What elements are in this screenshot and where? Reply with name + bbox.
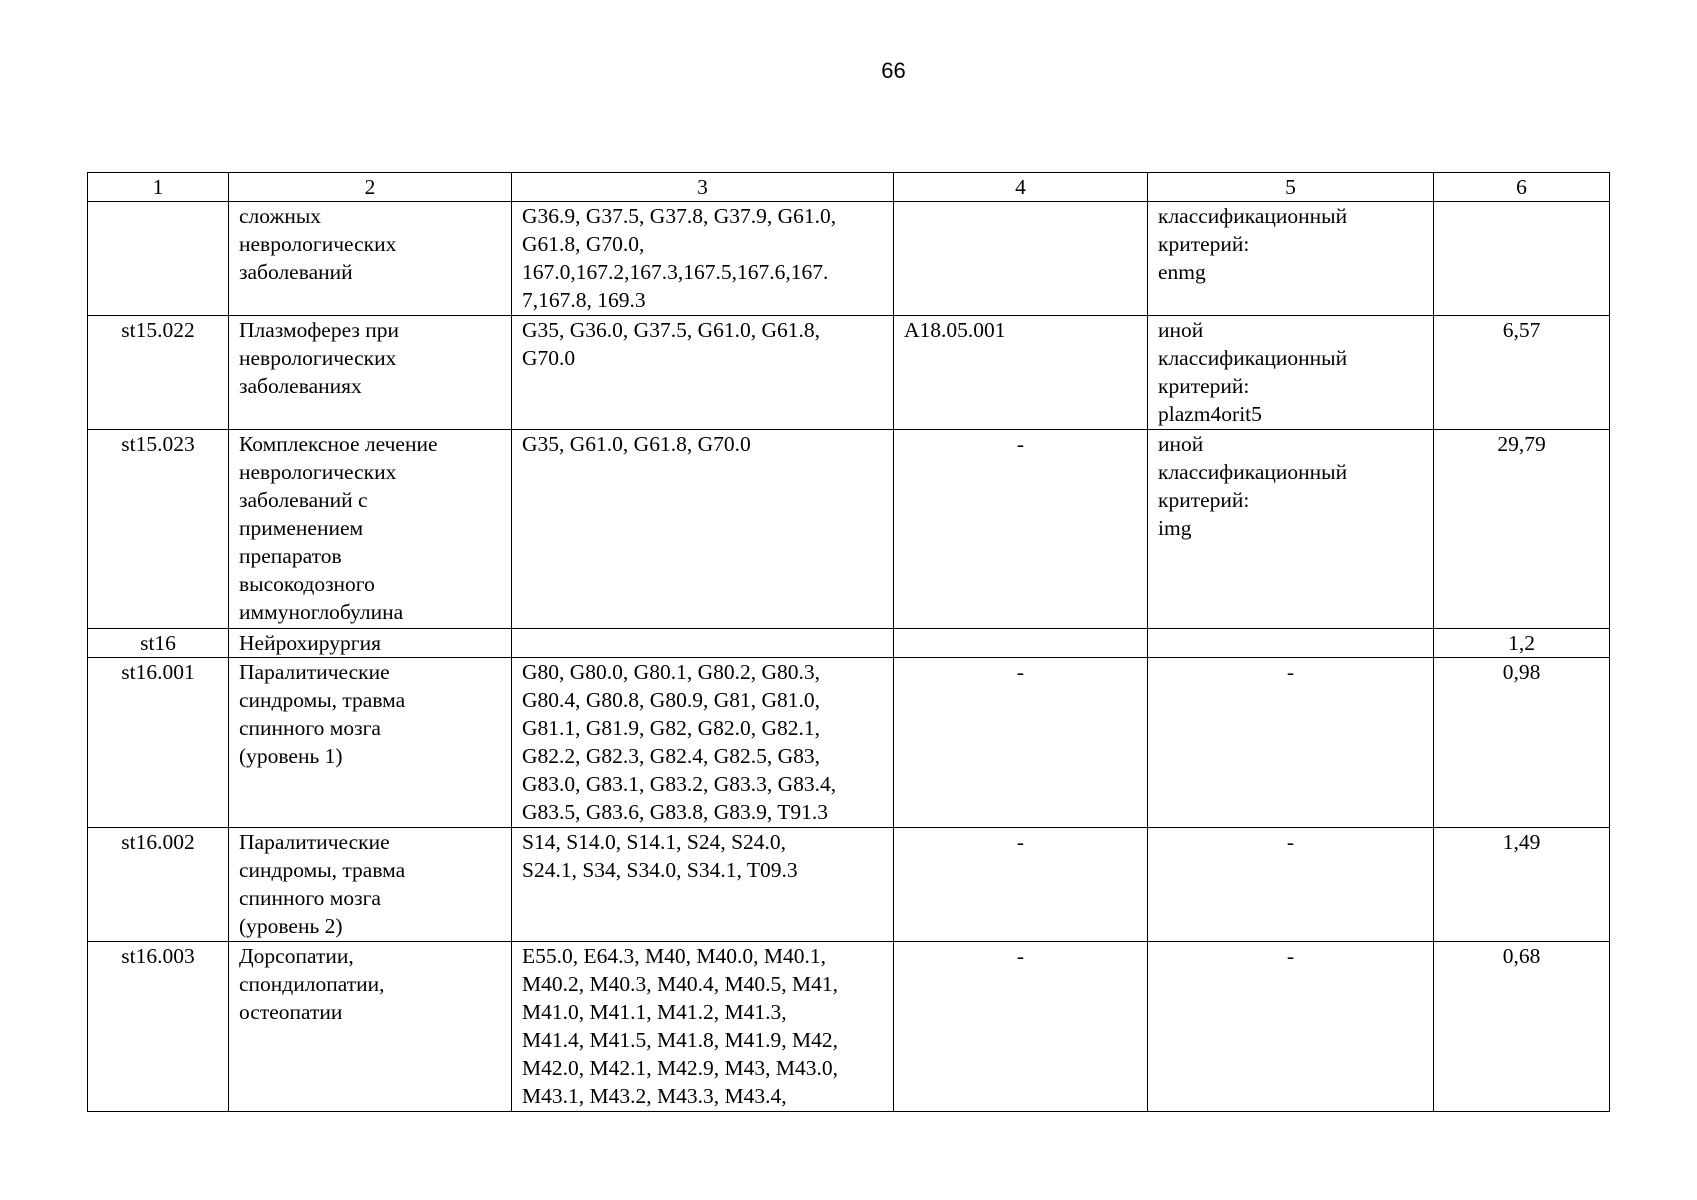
tariff-table bbox=[87, 172, 1610, 1112]
row-name: Нейрохирургия bbox=[229, 629, 512, 658]
row-coefficient: 0,98 bbox=[1434, 658, 1610, 828]
row-coefficient: 29,79 bbox=[1434, 430, 1610, 629]
row-name: Дорсопатии, спондилопатии, остеопатии bbox=[229, 942, 512, 1112]
row-code: st15.022 bbox=[88, 316, 229, 430]
table-row bbox=[88, 942, 1610, 1112]
row-name: Комплексное лечение неврологических заболеваний с применением препаратов высокодозного иммуноглобулина bbox=[229, 430, 512, 629]
column-number-2: 2 bbox=[229, 173, 512, 202]
row-service-code: - bbox=[894, 430, 1148, 629]
table-row bbox=[88, 629, 1610, 658]
row-code bbox=[88, 202, 229, 316]
row-criteria bbox=[1148, 629, 1434, 658]
table-row bbox=[88, 430, 1610, 629]
column-number-4: 4 bbox=[894, 173, 1148, 202]
row-service-code bbox=[894, 629, 1148, 658]
table-row bbox=[88, 828, 1610, 942]
row-coefficient: 0,68 bbox=[1434, 942, 1610, 1112]
row-code: st16.003 bbox=[88, 942, 229, 1112]
row-name: Плазмоферез при неврологических заболеваниях bbox=[229, 316, 512, 430]
row-icd-codes: G36.9, G37.5, G37.8, G37.9, G61.0, G61.8, G70.0, 167.0,167.2,167.3,167.5,167.6,167. 7,167.8, 169.3 bbox=[512, 202, 894, 316]
column-number-3: 3 bbox=[512, 173, 894, 202]
row-coefficient: 6,57 bbox=[1434, 316, 1610, 430]
row-coefficient bbox=[1434, 202, 1610, 316]
row-name: Паралитические синдромы, травма спинного мозга (уровень 1) bbox=[229, 658, 512, 828]
row-coefficient: 1,49 bbox=[1434, 828, 1610, 942]
row-code: st16.001 bbox=[88, 658, 229, 828]
row-criteria: - bbox=[1148, 828, 1434, 942]
row-name: Паралитические синдромы, травма спинного мозга (уровень 2) bbox=[229, 828, 512, 942]
table-row bbox=[88, 316, 1610, 430]
row-icd-codes: G80, G80.0, G80.1, G80.2, G80.3, G80.4, G80.8, G80.9, G81, G81.0, G81.1, G81.9, G82, G82.0, G82.1, G82.2, G82.3, G82.4, G82.5, G83, G83.0, G83.1, G83.2, G83.3, G83.4, G83.5, G83.6, G83.8, G83.9, T91.3 bbox=[512, 658, 894, 828]
row-code: st16 bbox=[88, 629, 229, 658]
table-row bbox=[88, 658, 1610, 828]
row-service-code: - bbox=[894, 828, 1148, 942]
page-number: 66 bbox=[881, 58, 906, 83]
row-service-code: - bbox=[894, 942, 1148, 1112]
row-code: st16.002 bbox=[88, 828, 229, 942]
table-header-row bbox=[88, 173, 1610, 202]
row-criteria: - bbox=[1148, 658, 1434, 828]
column-number-1: 1 bbox=[88, 173, 229, 202]
row-service-code: A18.05.001 bbox=[894, 316, 1148, 430]
row-icd-codes: G35, G61.0, G61.8, G70.0 bbox=[512, 430, 894, 629]
row-criteria: иной классификационный критерий: plazm4orit5 bbox=[1148, 316, 1434, 430]
row-icd-codes bbox=[512, 629, 894, 658]
row-service-code bbox=[894, 202, 1148, 316]
row-service-code: - bbox=[894, 658, 1148, 828]
row-criteria: - bbox=[1148, 942, 1434, 1112]
row-criteria: классификационный критерий: enmg bbox=[1148, 202, 1434, 316]
row-code: st15.023 bbox=[88, 430, 229, 629]
column-number-6: 6 bbox=[1434, 173, 1610, 202]
row-icd-codes: E55.0, E64.3, M40, M40.0, M40.1, M40.2, M40.3, M40.4, M40.5, M41, M41.0, M41.1, M41.2, M41.3, M41.4, M41.5, M41.8, M41.9, M42, M42.0, M42.1, M42.9, M43, M43.0, M43.1, M43.2, M43.3, M43.4, bbox=[512, 942, 894, 1112]
column-number-5: 5 bbox=[1148, 173, 1434, 202]
table-row bbox=[88, 202, 1610, 316]
row-criteria: иной классификационный критерий: img bbox=[1148, 430, 1434, 629]
row-icd-codes: S14, S14.0, S14.1, S24, S24.0, S24.1, S34, S34.0, S34.1, T09.3 bbox=[512, 828, 894, 942]
row-coefficient: 1,2 bbox=[1434, 629, 1610, 658]
row-icd-codes: G35, G36.0, G37.5, G61.0, G61.8, G70.0 bbox=[512, 316, 894, 430]
row-name: сложных неврологических заболеваний bbox=[229, 202, 512, 316]
